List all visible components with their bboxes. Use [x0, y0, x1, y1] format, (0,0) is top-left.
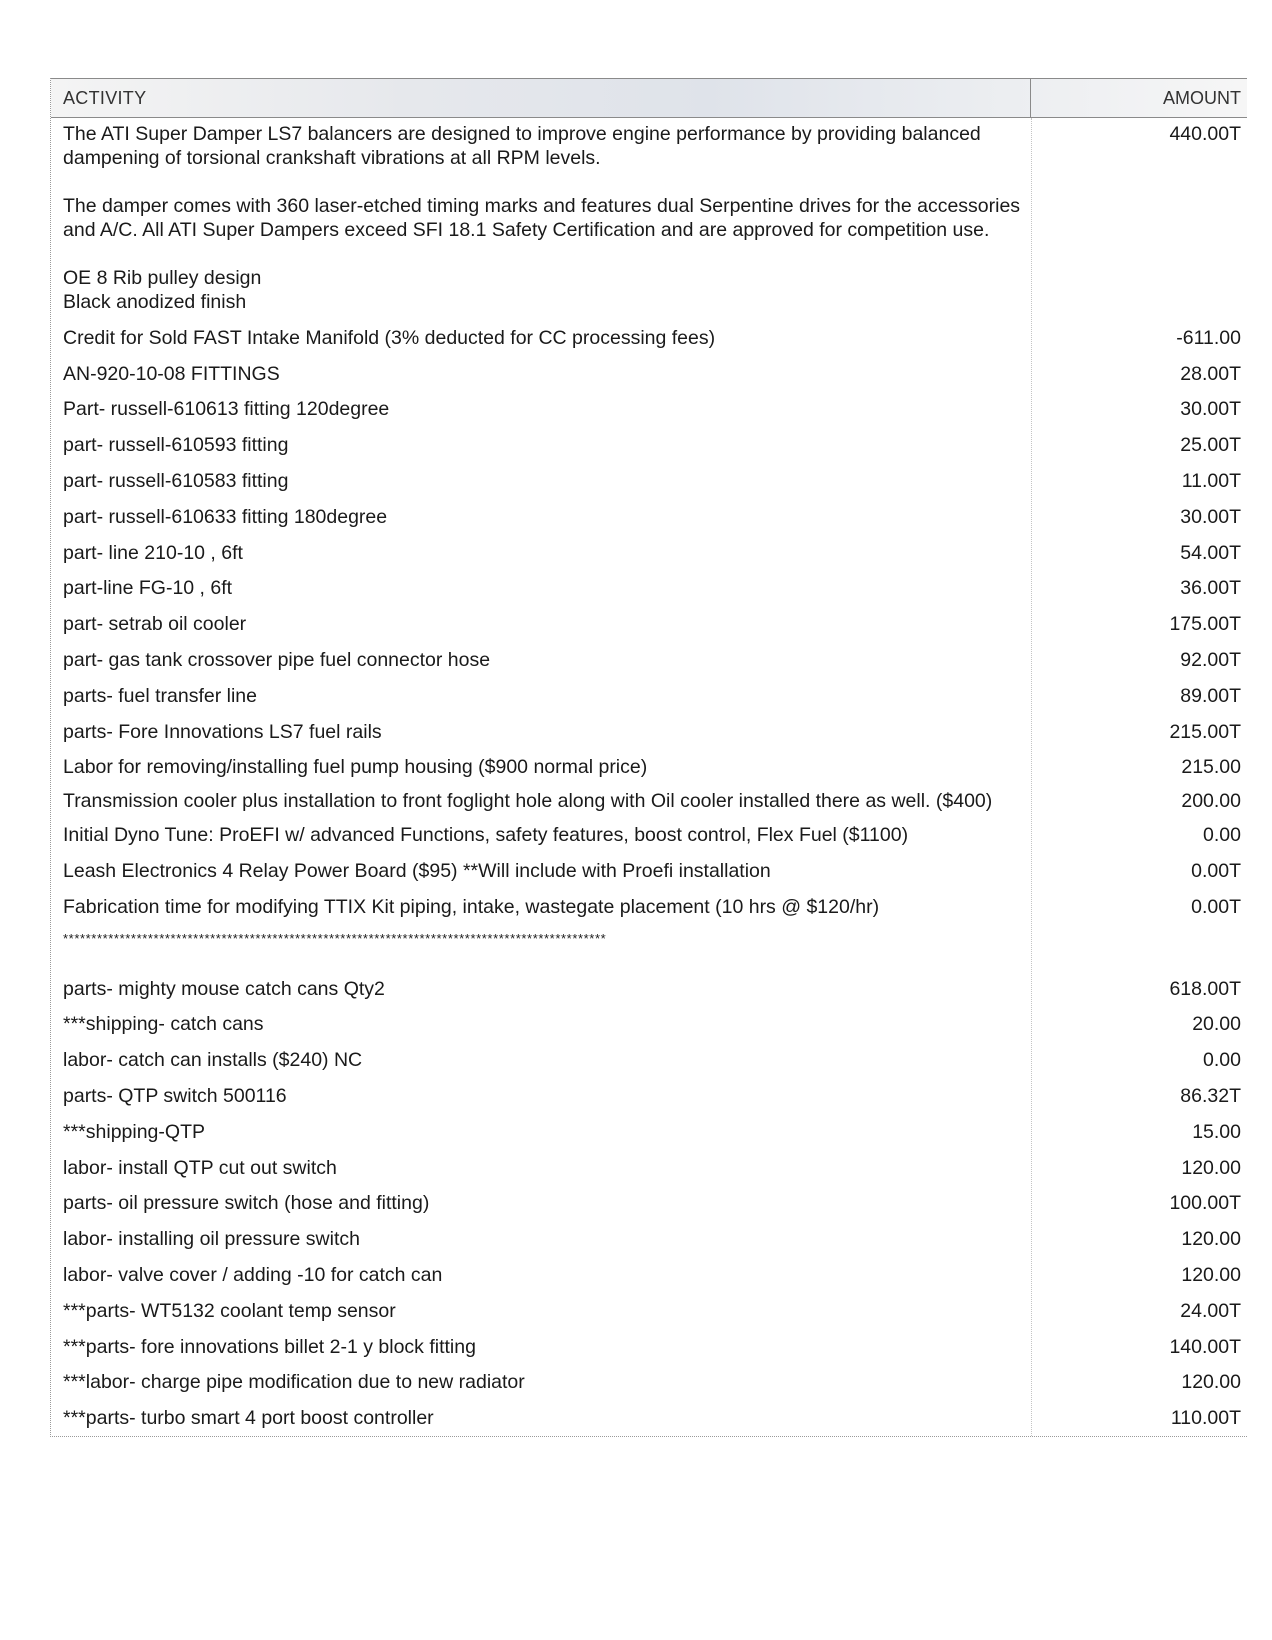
- amount-cell: 30.00T: [1180, 398, 1241, 421]
- description-paragraph: The ATI Super Damper LS7 balancers are designed to improve engine performance by providing balanced dampening of torsional crankshaft vibrations at all RPM levels.: [63, 123, 981, 169]
- activity-cell: ***parts- WT5132 coolant temp sensor: [63, 1299, 396, 1322]
- table-row: [51, 853, 1247, 889]
- table-row: [51, 1365, 1247, 1401]
- amount-cell: 0.00T: [1191, 895, 1241, 918]
- activity-cell: ***shipping-QTP: [63, 1120, 205, 1143]
- table-row: [51, 427, 1247, 463]
- activity-cell: labor- installing oil pressure switch: [63, 1228, 360, 1251]
- activity-cell: parts- Fore Innovations LS7 fuel rails: [63, 720, 382, 743]
- activity-cell: labor- install QTP cut out switch: [63, 1156, 337, 1179]
- table-row: [51, 571, 1247, 607]
- amount-cell: 0.00: [1203, 824, 1241, 847]
- activity-cell: part- setrab oil cooler: [63, 613, 247, 636]
- amount-cell: 15.00: [1192, 1120, 1241, 1143]
- description-line: Black anodized finish: [63, 291, 247, 313]
- amount-cell: 0.00: [1203, 1049, 1241, 1072]
- activity-cell: parts- fuel transfer line: [63, 684, 258, 707]
- activity-cell: Credit for Sold FAST Intake Manifold (3% deducted for CC processing fees): [63, 326, 716, 349]
- amount-cell: 24.00T: [1180, 1299, 1241, 1322]
- activity-cell: [51, 122, 1031, 314]
- activity-cell: ***labor- charge pipe modification due to new radiator: [63, 1371, 525, 1394]
- table-row: [51, 1114, 1247, 1150]
- table-row: [51, 678, 1247, 714]
- activity-cell: part-line FG-10 , 6ft: [63, 577, 233, 600]
- table-row: [51, 356, 1247, 392]
- table-row: [51, 392, 1247, 428]
- amount-cell: 0.00T: [1191, 860, 1241, 883]
- amount-cell: 25.00T: [1180, 434, 1241, 457]
- amount-cell: 120.00: [1181, 1228, 1241, 1251]
- amount-cell: 200.00: [1181, 790, 1241, 813]
- amount-cell: 120.00: [1181, 1264, 1241, 1287]
- asterisk-separator: ************************************************************************************************: [63, 930, 607, 946]
- activity-cell: ***shipping- catch cans: [63, 1013, 264, 1036]
- table-row: [51, 971, 1247, 1007]
- invoice-activity-table: [50, 78, 1247, 1437]
- amount-cell: 86.32T: [1180, 1085, 1241, 1108]
- table-row: [51, 1007, 1247, 1043]
- amount-cell: 120.00: [1181, 1156, 1241, 1179]
- activity-cell: part- russell-610633 fitting 180degree: [63, 505, 388, 528]
- amount-column-header: AMOUNT: [1163, 88, 1241, 108]
- table-row: [51, 1293, 1247, 1329]
- table-row: [51, 1221, 1247, 1257]
- activity-cell: part- line 210-10 , 6ft: [63, 541, 243, 564]
- table-row: [51, 535, 1247, 571]
- table-row: [51, 499, 1247, 535]
- activity-cell: part- russell-610593 fitting: [63, 434, 289, 457]
- table-row: [51, 1186, 1247, 1222]
- activity-cell: parts- QTP switch 500116: [63, 1085, 287, 1108]
- description-paragraph: The damper comes with 360 laser-etched timing marks and features dual Serpentine drives for the accessories and A/C. All ATI Super Dampers exceed SFI 18.1 Safety Certification and are approved for competition use.: [63, 195, 1021, 241]
- activity-cell: part- russell-610583 fitting: [63, 470, 289, 493]
- amount-cell: 54.00T: [1180, 541, 1241, 564]
- amount-cell: 36.00T: [1180, 577, 1241, 600]
- activity-cell: labor- valve cover / adding -10 for catch can: [63, 1264, 443, 1287]
- activity-cell: Labor for removing/installing fuel pump housing ($900 normal price): [63, 756, 648, 779]
- activity-cell: parts- oil pressure switch (hose and fitting): [63, 1192, 430, 1215]
- table-row: [51, 817, 1247, 853]
- table-header: [51, 78, 1247, 118]
- amount-cell: 618.00T: [1169, 977, 1241, 1000]
- amount-cell: -611.00: [1176, 326, 1241, 349]
- table-row: [51, 463, 1247, 499]
- separator-row: [51, 925, 1247, 971]
- activity-cell: Fabrication time for modifying TTIX Kit piping, intake, wastegate placement (10 hrs @ $120/hr): [63, 895, 880, 918]
- amount-cell: 30.00T: [1180, 505, 1241, 528]
- table-row: [51, 1329, 1247, 1365]
- activity-cell: Part- russell-610613 fitting 120degree: [63, 398, 390, 421]
- amount-cell: 175.00T: [1169, 613, 1241, 636]
- activity-cell: labor- catch can installs ($240) NC: [63, 1049, 363, 1072]
- activity-cell: Leash Electronics 4 Relay Power Board ($95) **Will include with Proefi installation: [63, 860, 771, 883]
- table-row: [51, 889, 1247, 925]
- amount-cell: 215.00: [1181, 756, 1241, 779]
- amount-cell: 100.00T: [1169, 1192, 1241, 1215]
- activity-cell: parts- mighty mouse catch cans Qty2: [63, 977, 385, 1000]
- activity-cell: Initial Dyno Tune: ProEFI w/ advanced Functions, safety features, boost control, Flex Fuel ($1100): [63, 824, 909, 847]
- activity-cell: ***parts- fore innovations billet 2-1 y block fitting: [63, 1335, 476, 1358]
- table-row: [51, 320, 1247, 356]
- table-row: [51, 606, 1247, 642]
- activity-cell: ***parts- turbo smart 4 port boost controller: [63, 1407, 434, 1430]
- table-row: [51, 1150, 1247, 1186]
- table-row: [51, 1078, 1247, 1114]
- amount-cell: 92.00T: [1180, 649, 1241, 672]
- amount-cell: 215.00T: [1169, 720, 1241, 743]
- table-row-ati-damper: [51, 118, 1247, 320]
- column-divider: [1031, 118, 1032, 1436]
- table-row: [51, 714, 1247, 750]
- amount-cell: 440.00T: [1169, 123, 1241, 145]
- amount-cell: 20.00: [1192, 1013, 1241, 1036]
- activity-column-header: ACTIVITY: [51, 79, 1031, 117]
- table-row: [51, 750, 1247, 786]
- activity-cell: part- gas tank crossover pipe fuel connector hose: [63, 649, 491, 672]
- amount-cell: 120.00: [1181, 1371, 1241, 1394]
- table-row: [51, 1042, 1247, 1078]
- activity-cell: Transmission cooler plus installation to front foglight hole along with Oil cooler installed there as well. ($400): [63, 790, 993, 813]
- amount-cell: 140.00T: [1169, 1335, 1241, 1358]
- amount-cell: 89.00T: [1180, 684, 1241, 707]
- table-body: [51, 118, 1247, 1436]
- description-line: OE 8 Rib pulley design: [63, 267, 262, 289]
- amount-cell: 110.00T: [1170, 1407, 1241, 1430]
- amount-cell: 28.00T: [1180, 362, 1241, 385]
- table-row: [51, 1257, 1247, 1293]
- table-row: [51, 642, 1247, 678]
- activity-cell: AN-920-10-08 FITTINGS: [63, 362, 280, 385]
- table-row: [51, 1400, 1247, 1436]
- amount-cell: 11.00T: [1181, 470, 1241, 493]
- table-row-transmission-cooler: [51, 785, 1247, 817]
